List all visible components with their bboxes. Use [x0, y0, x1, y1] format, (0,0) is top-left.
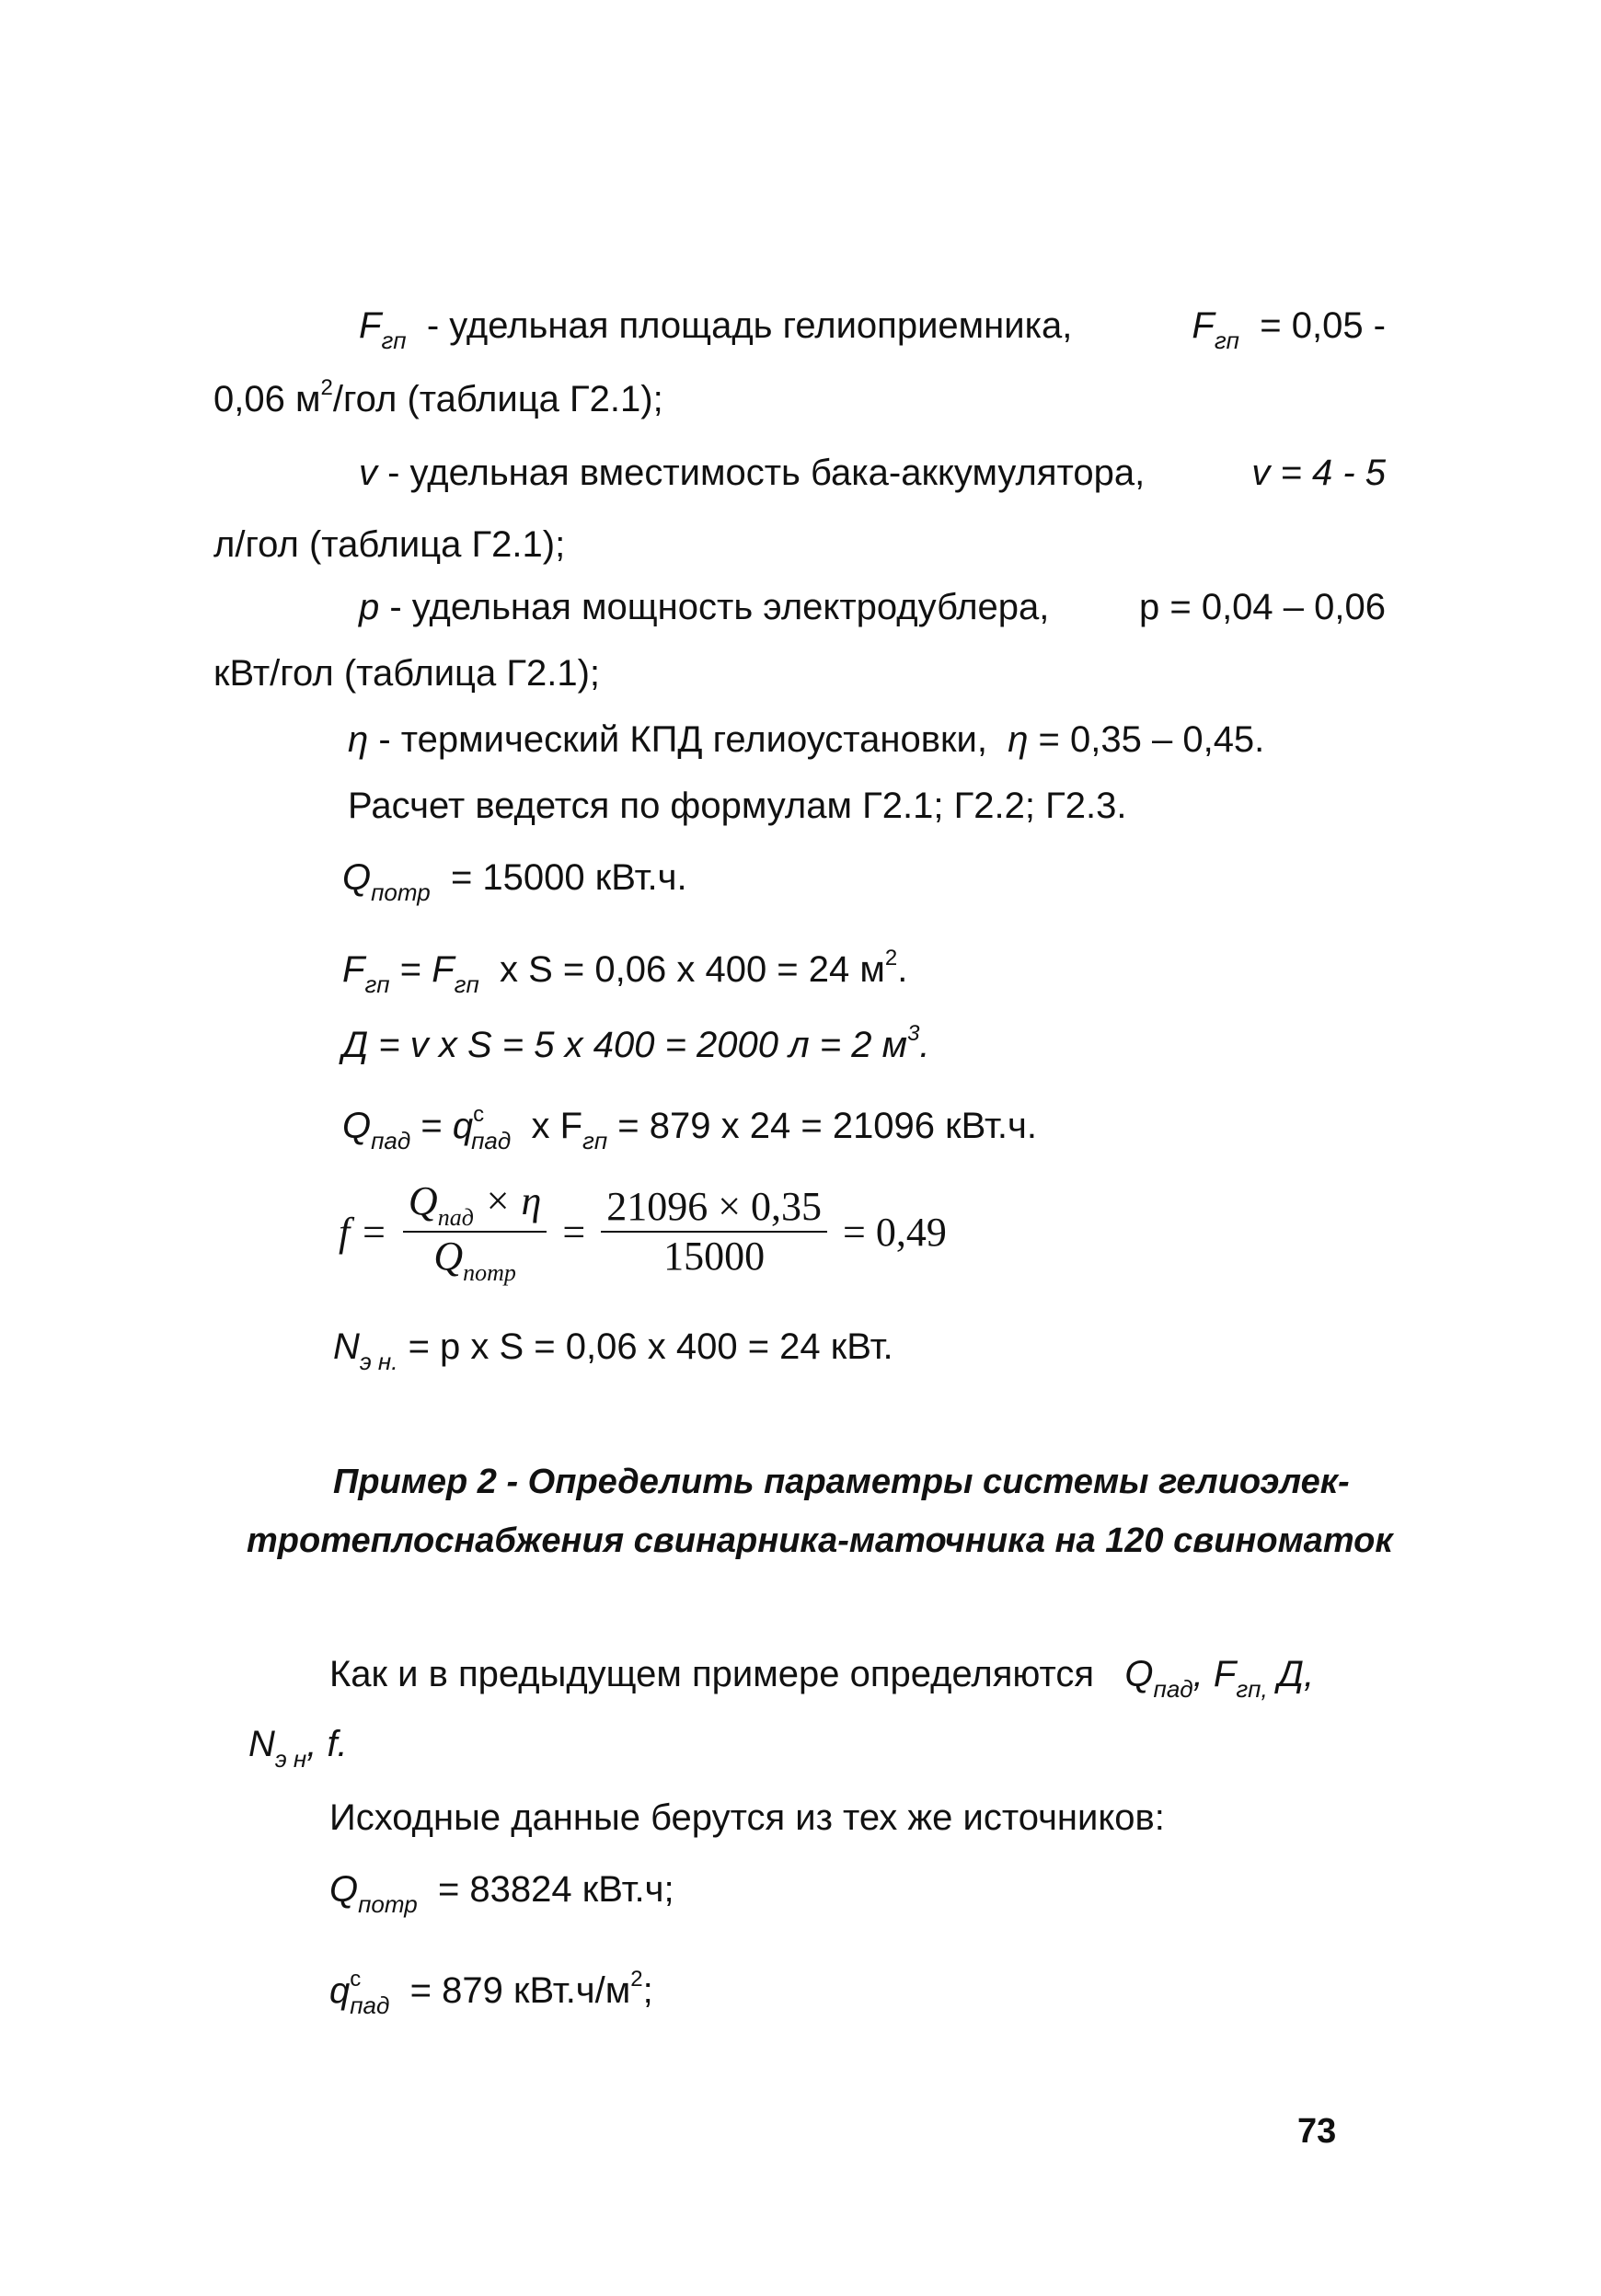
formula-d: Д = v x S = 5 x 400 = 2000 л = 2 $м^3$.	[342, 1021, 930, 1065]
example-heading-line2: тротеплоснабжения свинарника-маточника на 120 свиноматок	[247, 1521, 1393, 1560]
definition-text: - удельная площадь гелиоприемника,	[426, 305, 1073, 346]
calculation-intro: Расчет ведется по формулам Г2.1; Г2.2; Г2.3.	[348, 786, 1127, 826]
formula-qpad: $Q_{пад} = q^c_{пад}$ x $F_{гп} = 879$ x 24 = 21096 кВт.ч.	[342, 1102, 1037, 1154]
definition-eta: η - термический КПД гелиоустановки, η = 0,35 – 0,45.	[348, 719, 1265, 760]
example-qpotr: $Q_{потр} = 83824$ кВт.ч;	[329, 1869, 674, 1918]
example-intro: Как и в предыдущем примере определяются $Q_{пад}$, $F_{гп,}$ Д,	[329, 1654, 1315, 1703]
fraction-symbolic: $\frac{Q_{пад} \times \eta}{Q_{потр}}$	[403, 1177, 547, 1286]
definition-p: p - удельная мощность электродублера, p = 0,04 – 0,06	[359, 587, 1386, 627]
symbol: F	[359, 305, 382, 346]
definition-p-cont: кВт/гол (таблица Г2.1);	[213, 653, 601, 694]
example-intro-cont: $N_{э н}$, f.	[248, 1724, 348, 1773]
definition-v: v - удельная вместимость бака-аккумулятора, v = 4 - 5	[359, 453, 1386, 493]
formula-fgp: $F_{гп} = F_{гп}$ x S = 0,06 x 400 = 24 $м^2$.	[342, 946, 908, 998]
definition-fgn-cont: 0,06 $м^2$/гол (таблица Г2.1);	[213, 375, 663, 419]
definition-value: = 0,05 -	[1260, 305, 1386, 346]
page-number: 73	[1297, 2112, 1337, 2151]
formula-neh: $N_{э н.} = p$ x S = 0,06 x 400 = 24 кВт.	[333, 1326, 893, 1375]
example-heading-line1: Пример 2 - Определить параметры системы гелиоэлек-	[333, 1463, 1350, 1501]
formula-qpotr: $Q_{потр} = 15000$ кВт.ч.	[342, 857, 687, 906]
example-qpad: $q^c_{пад} = 879$ $кВт.ч/м^2$;	[329, 1967, 653, 2019]
fraction-numeric: $\frac{21096 \times 0,35}{15000}$	[601, 1183, 827, 1280]
definition-v-cont: л/гол (таблица Г2.1);	[213, 524, 566, 565]
formula-f: f = $\frac{Q_{пад} \times \eta}{Q_{потр}}$ = $\frac{21096 \times 0,35}{15000}$ = 0,49	[339, 1178, 947, 1286]
definition-fgn: $F_{гп}$ - удельная площадь гелиоприемника, $F_{гп} = 0,05$ -	[359, 305, 1386, 354]
example-source: Исходные данные берутся из тех же источников:	[329, 1797, 1165, 1838]
